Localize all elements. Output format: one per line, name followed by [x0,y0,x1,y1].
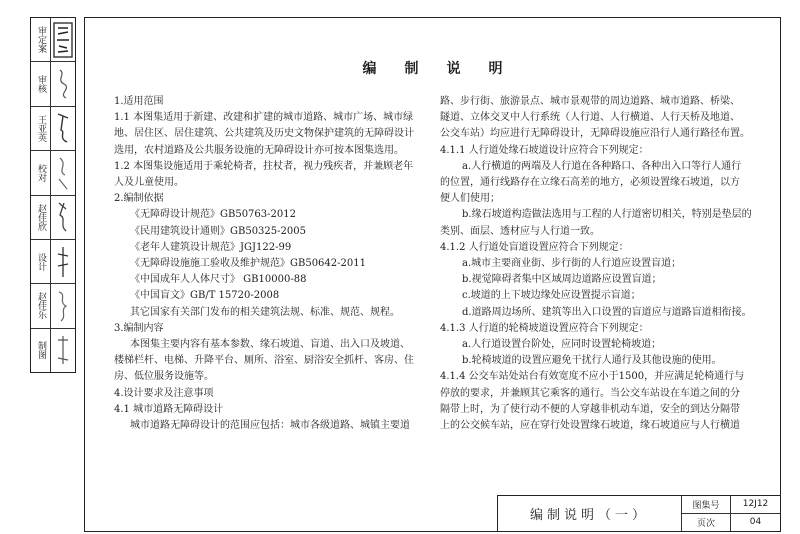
approval-stamp [51,18,75,61]
clause-heading: 4.1.3 人行道的轮椅坡道设置应符合下列规定： [440,322,649,334]
clause-item: c.坡道的上下坡边缘处应设置提示盲道； [462,290,641,302]
reference-item: 《中国盲文》GB/T 15720-2008 [130,290,280,302]
paragraph-line: 1.2 本图集设施适用于乘轮椅者，拄杖者，视力残疾者，并兼顾老年 [114,160,414,172]
strip-row-designer [31,240,75,284]
clause-heading: 4.1.1 人行道处缘石坡道设计应符合下列规定： [440,144,649,156]
clause-heading: 4.1.2 人行道处盲道设置应符合下列规定： [440,241,629,253]
paragraph-line: 隧道、立体交叉中人行系统（人行道、人行横道、人行天桥及地道、 [440,112,740,124]
reference-item: 其它国家有关部门发布的相关建筑法规、标准、规范、规程。 [130,306,400,318]
clause-item: a.城市主要商业街、步行街的人行道应设置盲道； [462,258,682,270]
strip-row-name-1 [31,107,75,151]
designer-signature [51,240,75,283]
strip-row-drafter [31,329,75,372]
paragraph-line: 地、居住区、居住建筑、公共建筑及历史文物保护建筑的无障碍设计 [114,128,414,140]
paragraph-line: 便人们使用； [440,193,500,205]
signature-1 [51,107,75,150]
subsection-heading: 4.1 城市道路无障碍设计 [114,403,224,415]
section-heading: 1.适用范围 [114,96,164,107]
strip-row-name-2 [31,196,75,240]
atlas-number-label: 图集号 [682,496,731,514]
reference-item: 《老年人建筑设计规范》JGJ122-99 [130,241,292,253]
right-column [440,94,763,434]
strip-label: 审定案 [31,18,51,61]
strip-label: 校对 [31,151,51,194]
clause-item: d.道路周边场所、建筑等出入口设置的盲道应与道路盲道相衔接。 [462,306,752,318]
strip-row-reviewer [31,62,75,106]
sheet-name: 编制说明（一） [498,496,682,531]
strip-label: 审核 [31,62,51,105]
paragraph-line: 本图集主要内容有基本参数、缘石坡道、盲道、出入口及坡道、 [130,339,410,351]
strip-row-name-3 [31,284,75,328]
strip-label: 王亚英 [31,107,51,150]
strip-row-proofreader [31,151,75,195]
proofreader-signature [51,151,75,194]
reference-item: 《无障碍设计规范》GB50763-2012 [130,209,296,221]
left-column [114,94,416,434]
signature-strip [30,17,76,373]
strip-label: 设计 [31,240,51,283]
strip-label: 赵佳乐 [31,284,51,327]
page-number-value: 04 [749,517,762,528]
clause-item: b.轮椅坡道的设置应避免干扰行人通行及其他设施的使用。 [462,355,722,367]
clause-item: b.缘石坡道构造做法选用与工程的人行道密切相关，特别是垫层的 [462,209,752,221]
paragraph-line: 停放的要求，并兼顾其它乘客的通行。当公交车站设在车道之间的分 [440,387,740,399]
paragraph-line: 公交车站）均应进行无障碍设计，无障碍设施应沿行人通行路径布置。 [440,128,750,140]
drawing-frame [84,17,781,532]
paragraph-line: 的位置，通行线路存在立缘石高差的地方，必须设置缘石坡道，以方 [440,177,740,189]
paragraph-line: 城市道路无障碍设计的范围应包括：城市各级道路、城镇主要道 [130,420,410,432]
paragraph-line: 1.1 本图集适用于新建、改建和扩建的城市道路、城市广场、城市绿 [114,112,414,124]
reference-item: 《中国成年人人体尺寸》 GB10000-88 [130,274,307,286]
drafter-signature [51,329,75,372]
paragraph-line: 选用，农村道路及公共服务设施的无障碍设计亦可按本图集选用。 [114,144,404,156]
page-title: 编制说明 [362,61,531,77]
clause-heading: 4.1.4 公交车站处站台有效宽度不应小于1500，并应满足轮椅通行与 [440,371,745,383]
clause-item: a.人行道设置台阶处，应同时设置轮椅坡道； [462,339,662,351]
strip-label: 制图 [31,329,51,372]
section-heading: 4.设计要求及注意事项 [114,387,214,399]
paragraph-line: 上的公交候车站，应在穿行处设置缘石坡道，缘石坡道应与人行横道 [440,420,740,432]
strip-label: 赵佳欣 [31,196,51,239]
clause-item: a.人行横道的两端及人行道在各种路口、各种出入口等行人通行 [462,160,742,172]
clause-item: b.视觉障碍者集中区域周边道路应设置盲道； [462,274,662,286]
atlas-number-value: 12J12 [731,496,780,514]
page-number-label: 页次 [682,514,731,532]
paragraph-line: 房、低位服务设施等。 [114,371,214,383]
title-block-grid [682,496,780,531]
strip-row-approver [31,18,75,62]
paragraph-line: 类别、面层、透材应与人行道一致。 [440,225,600,237]
paragraph-line: 路、步行街、旅游景点、城市景观带的周边道路、城市道路、桥梁、 [440,96,740,107]
title-block [497,495,781,532]
reference-item: 《无障碍设施施工验收及维护规范》GB50642-2011 [130,258,366,270]
paragraph-line: 隔带上时，为了使行动不便的人穿越非机动车道，安全的到达分隔带 [440,403,740,415]
paragraph-line: 楼梯栏杆、电梯、升降平台、厕所、浴室、厨浴安全抓杆、客房、住 [114,355,414,367]
reference-item: 《民用建筑设计通则》GB50325-2005 [130,225,306,237]
paragraph-line: 人及儿童使用。 [114,177,184,189]
reviewer-signature [51,62,75,105]
section-heading: 3.编制内容 [114,322,164,334]
section-heading: 2.编制依据 [114,193,164,205]
signature-3 [51,284,75,327]
signature-2 [51,196,75,239]
